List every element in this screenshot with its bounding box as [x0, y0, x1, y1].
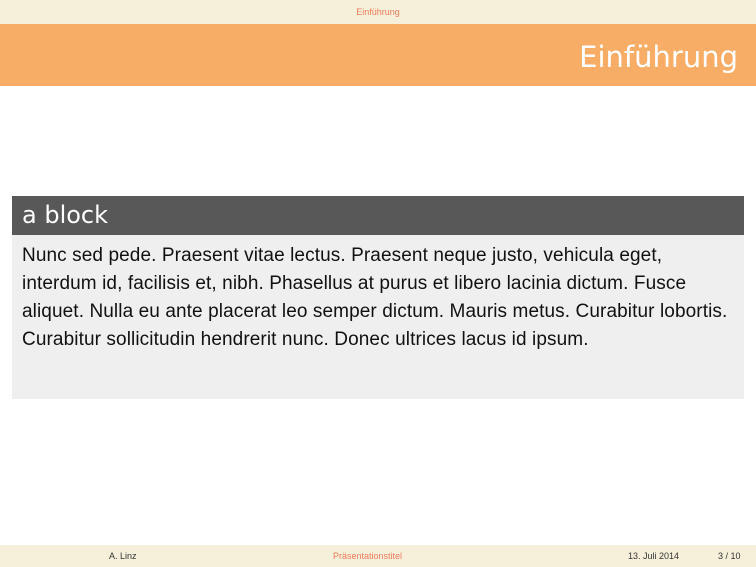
- footer-date: 13. Juli 2014: [628, 551, 680, 561]
- content-block: [12, 196, 744, 399]
- footer-bar: [0, 545, 756, 567]
- header-navigation-bar: [0, 0, 756, 24]
- block-title: a block: [12, 196, 744, 235]
- footer-presentation-title: Präsentationstitel: [333, 551, 403, 561]
- frame-title: Einführung: [579, 40, 738, 74]
- footer-author: A. Linz: [109, 551, 137, 561]
- footer-page-number: 3 / 10: [718, 551, 741, 561]
- block-body: Nunc sed pede. Praesent vitae lectus. Praesent neque justo, vehicula eget, interdum id, facilisis et, nibh. Phasellus at purus et libero lacinia dictum. Fusce aliquet. Nulla eu ante placerat leo semper dictum. Mauris metus. Curabitur lobortis. Curabitur sollicitudin hendrerit nunc. Donec ultrices lacus id ipsum.: [12, 235, 744, 399]
- section-link[interactable]: Einführung: [356, 7, 400, 17]
- frame-title-bar: [0, 24, 756, 86]
